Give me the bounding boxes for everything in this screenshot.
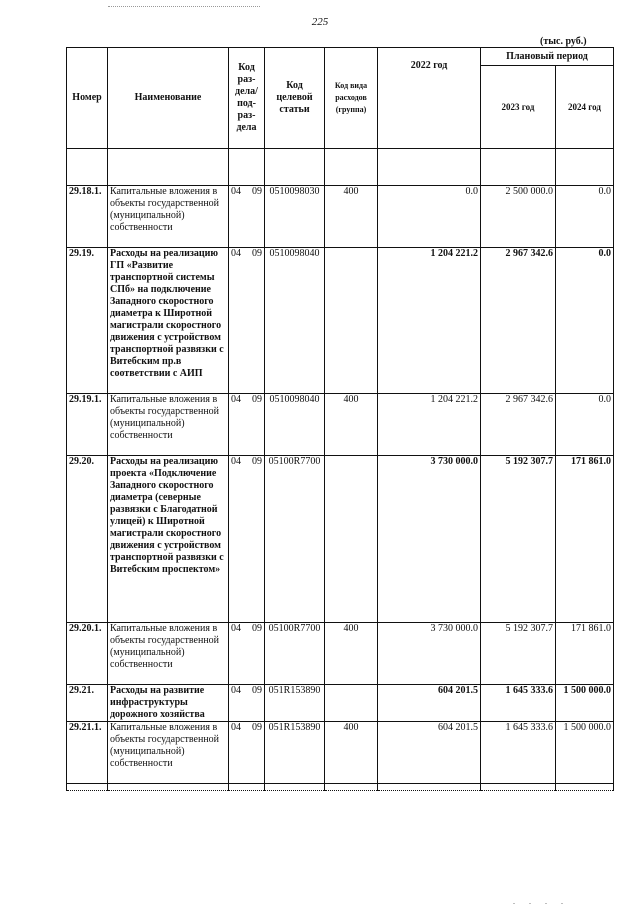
row-target: 051R153890 xyxy=(265,722,325,784)
row-2023: 5 192 307.7 xyxy=(481,623,556,685)
row-podrazdel: 09 xyxy=(252,456,262,467)
table-body xyxy=(67,186,614,791)
row-podrazdel: 09 xyxy=(252,623,262,634)
row-expense-type: 400 xyxy=(325,722,378,784)
row-section xyxy=(229,248,265,394)
row-podrazdel: 09 xyxy=(252,186,262,197)
row-2022: 3 730 000.0 xyxy=(378,456,481,623)
table-row xyxy=(67,248,614,394)
row-section xyxy=(229,394,265,456)
row-razdel: 04 xyxy=(231,722,241,733)
row-razdel: 04 xyxy=(231,685,241,696)
row-2022: 604 201.5 xyxy=(378,685,481,722)
row-2022: 604 201.5 xyxy=(378,722,481,784)
row-2024: 1 500 000.0 xyxy=(556,685,614,722)
row-expense-type: 400 xyxy=(325,623,378,685)
header-target: Код целевой статьи xyxy=(265,48,325,149)
row-podrazdel: 09 xyxy=(252,685,262,696)
row-number: 29.20. xyxy=(67,456,108,623)
row-2024: 0.0 xyxy=(556,394,614,456)
row-2022: 1 204 221.2 xyxy=(378,248,481,394)
row-2023: 5 192 307.7 xyxy=(481,456,556,623)
row-expense-type xyxy=(325,456,378,623)
table-row xyxy=(67,722,614,784)
header-name: Наименование xyxy=(108,48,229,149)
row-target: 0510098030 xyxy=(265,186,325,248)
row-name: Расходы на реализацию ГП «Развитие транспортной системы СПб» на подключение Западного скоростного диаметра к Широтной магистрали скоростного движения с устройством транспортной развязки с Витебским пр.в соответствии с АИП xyxy=(108,248,229,394)
row-name: Капитальные вложения в объекты государственной (муниципальной) собственности xyxy=(108,186,229,248)
table-row xyxy=(67,394,614,456)
row-expense-type: 400 xyxy=(325,394,378,456)
row-razdel: 04 xyxy=(231,248,241,259)
budget-table xyxy=(66,47,614,791)
row-section xyxy=(229,685,265,722)
table-row xyxy=(67,186,614,248)
row-section xyxy=(229,186,265,248)
row-section xyxy=(229,456,265,623)
row-number: 29.21. xyxy=(67,685,108,722)
row-2022: 3 730 000.0 xyxy=(378,623,481,685)
row-number: 29.21.1. xyxy=(67,722,108,784)
row-number: 29.18.1. xyxy=(67,186,108,248)
row-2024: 1 500 000.0 xyxy=(556,722,614,784)
header-section: Код раз-дела/ под-раз-дела xyxy=(229,48,265,149)
row-expense-type: 400 xyxy=(325,186,378,248)
table-row xyxy=(67,456,614,623)
row-target: 05100R7700 xyxy=(265,623,325,685)
row-podrazdel: 09 xyxy=(252,248,262,259)
row-2023: 2 967 342.6 xyxy=(481,394,556,456)
row-target: 0510098040 xyxy=(265,248,325,394)
row-razdel: 04 xyxy=(231,186,241,197)
row-2024: 171 861.0 xyxy=(556,456,614,623)
header-expense-type: Код вида расходов (группа) xyxy=(325,48,378,149)
row-razdel: 04 xyxy=(231,623,241,634)
header-year-2024: 2024 год xyxy=(556,66,614,149)
row-2022: 1 204 221.2 xyxy=(378,394,481,456)
header-row xyxy=(67,48,614,66)
row-2023: 2 967 342.6 xyxy=(481,248,556,394)
row-name: Капитальные вложения в объекты государственной (муниципальной) собственности xyxy=(108,722,229,784)
row-number: 29.19. xyxy=(67,248,108,394)
row-2023: 1 645 333.6 xyxy=(481,685,556,722)
row-target: 05100R7700 xyxy=(265,456,325,623)
row-podrazdel: 09 xyxy=(252,394,262,405)
table-row xyxy=(67,685,614,722)
row-razdel: 04 xyxy=(231,456,241,467)
header-spacer-row xyxy=(67,149,614,186)
row-2023: 2 500 000.0 xyxy=(481,186,556,248)
row-name: Расходы на реализацию проекта «Подключение Западного скоростного диаметра (северные развязки с Благодатной улицей) к Широтной магистрали скоростного движения с устройством транспортной развязки с Витебским проспектом» xyxy=(108,456,229,623)
row-podrazdel: 09 xyxy=(252,722,262,733)
table-row xyxy=(67,623,614,685)
table-tail-row xyxy=(67,784,614,791)
header-year-2022: 2022 год xyxy=(378,48,481,149)
top-rule xyxy=(108,6,260,7)
footer-marks: . . . . xyxy=(513,897,569,906)
units-label: (тыс. руб.) xyxy=(540,36,587,47)
row-target: 0510098040 xyxy=(265,394,325,456)
header-planned-period: Плановый период xyxy=(481,48,614,66)
row-expense-type xyxy=(325,685,378,722)
row-expense-type xyxy=(325,248,378,394)
row-name: Капитальные вложения в объекты государственной (муниципальной) собственности xyxy=(108,394,229,456)
header-number: Номер xyxy=(67,48,108,149)
row-2024: 0.0 xyxy=(556,248,614,394)
row-name: Расходы на развитие инфраструктуры дорожного хозяйства xyxy=(108,685,229,722)
page-number: 225 xyxy=(311,16,329,28)
header-year-2023: 2023 год xyxy=(481,66,556,149)
row-target: 051R153890 xyxy=(265,685,325,722)
row-2022: 0.0 xyxy=(378,186,481,248)
row-number: 29.20.1. xyxy=(67,623,108,685)
row-section xyxy=(229,623,265,685)
row-name: Капитальные вложения в объекты государственной (муниципальной) собственности xyxy=(108,623,229,685)
row-2024: 0.0 xyxy=(556,186,614,248)
row-number: 29.19.1. xyxy=(67,394,108,456)
row-section xyxy=(229,722,265,784)
row-2023: 1 645 333.6 xyxy=(481,722,556,784)
row-2024: 171 861.0 xyxy=(556,623,614,685)
row-razdel: 04 xyxy=(231,394,241,405)
